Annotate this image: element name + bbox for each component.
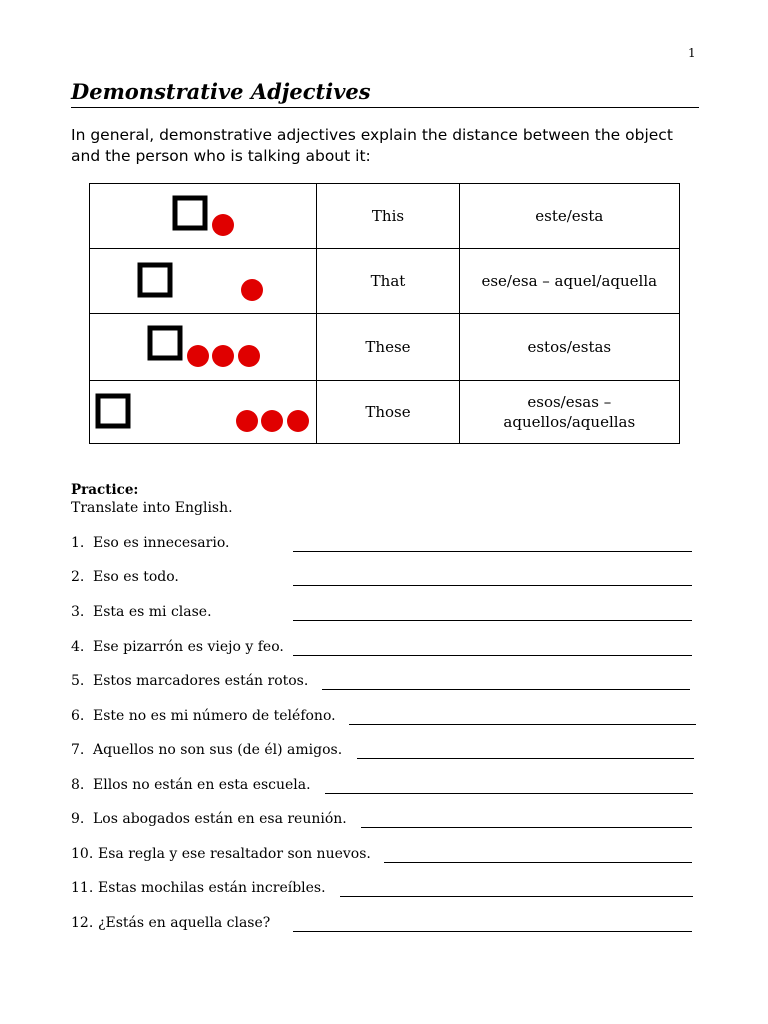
item-sentence: Esa regla y ese resaltador son nuevos. [98, 846, 371, 862]
item-number: 2. [71, 569, 85, 585]
speaker-square-icon [150, 328, 180, 358]
item-number: 8. [71, 777, 85, 793]
answer-blank[interactable] [340, 896, 693, 897]
speaker-square-icon [98, 396, 128, 426]
practice-heading: Practice: [71, 482, 139, 498]
practice-item [71, 535, 701, 555]
item-sentence: Este no es mi número de teléfono. [93, 708, 336, 724]
practice-item [71, 708, 701, 728]
page-number: 1 [688, 46, 696, 60]
table-row [90, 381, 680, 444]
answer-blank[interactable] [361, 827, 692, 828]
practice-item [71, 915, 701, 935]
object-circle-icon [236, 410, 258, 432]
item-sentence: Ese pizarrón es viejo y feo. [93, 639, 284, 655]
item-sentence: Estos marcadores están rotos. [93, 673, 309, 689]
distance-illustration-cell [90, 249, 317, 314]
item-sentence: Esta es mi clase. [93, 604, 212, 620]
square-far-three-circles-icon [90, 382, 316, 443]
object-circle-icon [261, 410, 283, 432]
practice-item [71, 604, 701, 624]
practice-item [71, 639, 701, 659]
item-number: 5. [71, 673, 85, 689]
item-sentence: Aquellos no son sus (de él) amigos. [93, 742, 343, 758]
distance-illustration-cell [90, 184, 317, 249]
item-sentence: Eso es innecesario. [93, 535, 230, 551]
english-word-cell: These [317, 314, 459, 381]
item-number: 1. [71, 535, 85, 551]
item-sentence: Eso es todo. [93, 569, 179, 585]
spanish-forms-cell: este/esta [459, 184, 679, 249]
answer-blank[interactable] [293, 551, 692, 552]
answer-blank[interactable] [293, 931, 692, 932]
spanish-forms-cell: esos/esas – aquellos/aquellas [459, 381, 679, 444]
object-circle-icon [238, 345, 260, 367]
practice-item [71, 846, 701, 866]
answer-blank[interactable] [349, 724, 696, 725]
title-underline [71, 107, 699, 108]
answer-blank[interactable] [293, 620, 692, 621]
table-row [90, 314, 680, 381]
speaker-square-icon [175, 198, 205, 228]
square-near-three-circles-icon [90, 315, 316, 380]
item-number: 12. [71, 915, 94, 931]
object-circle-icon [241, 279, 263, 301]
square-far-one-circle-icon [90, 250, 316, 313]
item-number: 10. [71, 846, 94, 862]
item-number: 4. [71, 639, 85, 655]
answer-blank[interactable] [322, 689, 690, 690]
page-title: Demonstrative Adjectives [71, 79, 371, 104]
spanish-forms-cell: estos/estas [459, 314, 679, 381]
object-circle-icon [212, 345, 234, 367]
practice-instruction: Translate into English. [71, 500, 233, 516]
item-number: 11. [71, 880, 94, 896]
english-word-cell: That [317, 249, 459, 314]
answer-blank[interactable] [357, 758, 694, 759]
item-number: 6. [71, 708, 85, 724]
speaker-square-icon [140, 265, 170, 295]
practice-section [71, 481, 233, 518]
practice-item [71, 811, 701, 831]
practice-item [71, 742, 701, 762]
distance-illustration-cell [90, 314, 317, 381]
answer-blank[interactable] [293, 655, 692, 656]
object-circle-icon [187, 345, 209, 367]
item-number: 9. [71, 811, 85, 827]
intro-paragraph: In general, demonstrative adjectives explain the distance between the object and the person who is talking about it: [71, 126, 673, 165]
item-number: 3. [71, 604, 85, 620]
distance-illustration-cell [90, 381, 317, 444]
object-circle-icon [212, 214, 234, 236]
practice-item [71, 880, 701, 900]
item-sentence: ¿Estás en aquella clase? [98, 915, 271, 931]
item-sentence: Estas mochilas están increíbles. [98, 880, 326, 896]
table-row [90, 249, 680, 314]
table-row [90, 184, 680, 249]
english-word-cell: Those [317, 381, 459, 444]
practice-item [71, 569, 701, 589]
item-sentence: Ellos no están en esta escuela. [93, 777, 311, 793]
item-sentence: Los abogados están en esa reunión. [93, 811, 347, 827]
answer-blank[interactable] [384, 862, 692, 863]
answer-blank[interactable] [325, 793, 693, 794]
item-number: 7. [71, 742, 85, 758]
practice-item [71, 777, 701, 797]
square-near-one-circle-icon [90, 185, 316, 248]
practice-item [71, 673, 701, 693]
answer-blank[interactable] [293, 585, 692, 586]
demonstratives-table [89, 183, 680, 444]
spanish-forms-cell: ese/esa – aquel/aquella [459, 249, 679, 314]
english-word-cell: This [317, 184, 459, 249]
object-circle-icon [287, 410, 309, 432]
